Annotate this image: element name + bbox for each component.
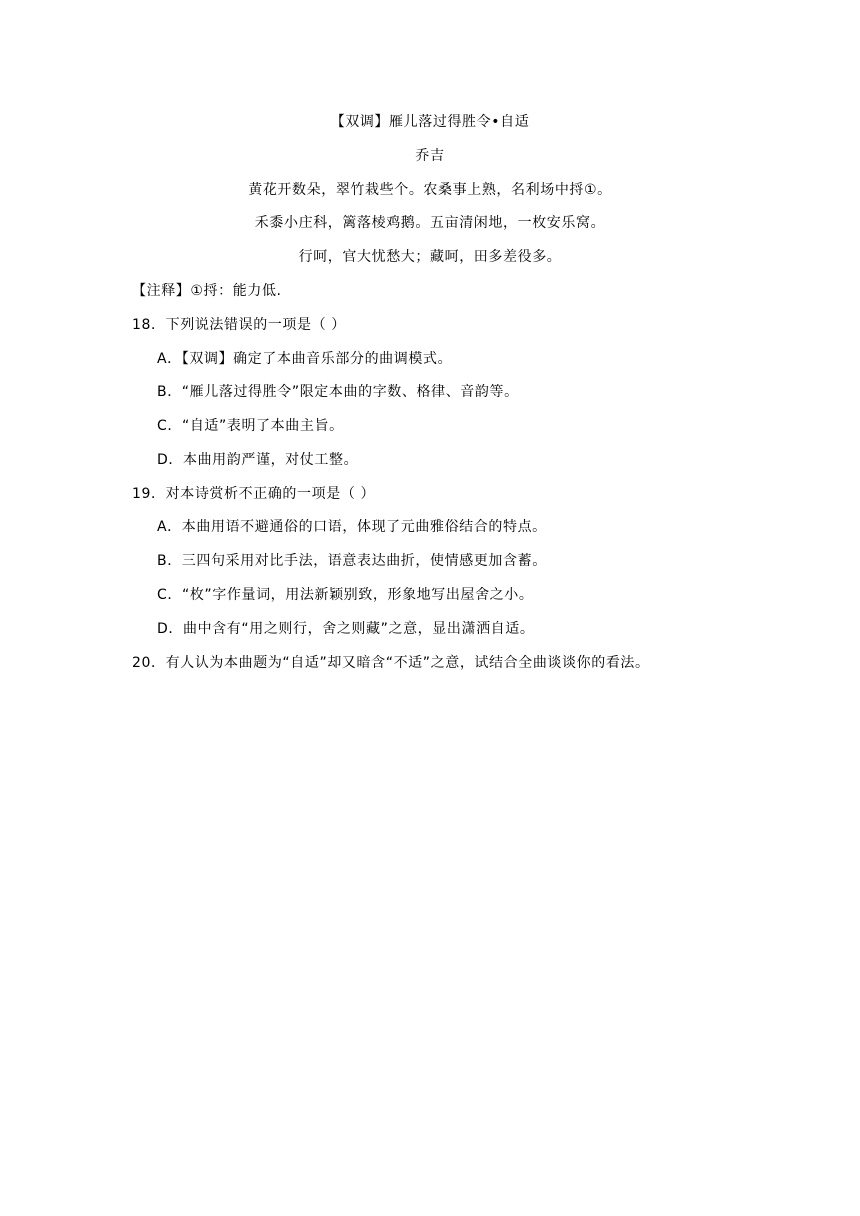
question-18-option-b: B．“雁儿落过得胜令”限定本曲的字数、格律、音韵等。: [157, 384, 519, 400]
question-18-option-c: C．“自适”表明了本曲主旨。: [157, 418, 344, 434]
poem-line-2: 禾黍小庄科，篱落棱鸡鹅。五亩清闲地，一枚安乐窝。: [254, 215, 606, 231]
question-19-stem: 19．对本诗赏析不正确的一项是（ ）: [132, 486, 376, 502]
poem-line-3: 行呵，官大忧愁大；藏呵，田多差役多。: [298, 249, 562, 265]
question-19-option-a: A．本曲用语不避通俗的口语，体现了元曲雅俗结合的特点。: [157, 519, 547, 535]
question-19-option-c: C．“枚”字作量词，用法新颖别致，形象地写出屋舍之小。: [157, 587, 534, 603]
question-18-stem: 18．下列说法错误的一项是（ ）: [132, 317, 346, 333]
annotation-note: 【注释】①捋：能力低.: [132, 283, 282, 299]
question-19-option-d: D．曲中含有“用之则行，舍之则藏”之意，显出潇洒自适。: [157, 621, 535, 637]
question-19-option-b: B．三四句采用对比手法，语意表达曲折，使情感更加含蓄。: [157, 553, 547, 569]
poem-title: 【双调】雁儿落过得胜令•自适: [330, 114, 530, 130]
question-20-stem: 20．有人认为本曲题为“自适”却又暗含“不适”之意，试结合全曲谈谈你的看法。: [132, 655, 650, 671]
question-18-option-d: D．本曲用韵严谨，对仗工整。: [157, 452, 359, 468]
question-18-option-a: A．【双调】确定了本曲音乐部分的曲调模式。: [157, 351, 453, 367]
poem-author: 乔吉: [415, 148, 445, 164]
poem-line-1: 黄花开数朵，翠竹栽些个。农桑事上熟，名利场中捋①。: [248, 182, 612, 198]
